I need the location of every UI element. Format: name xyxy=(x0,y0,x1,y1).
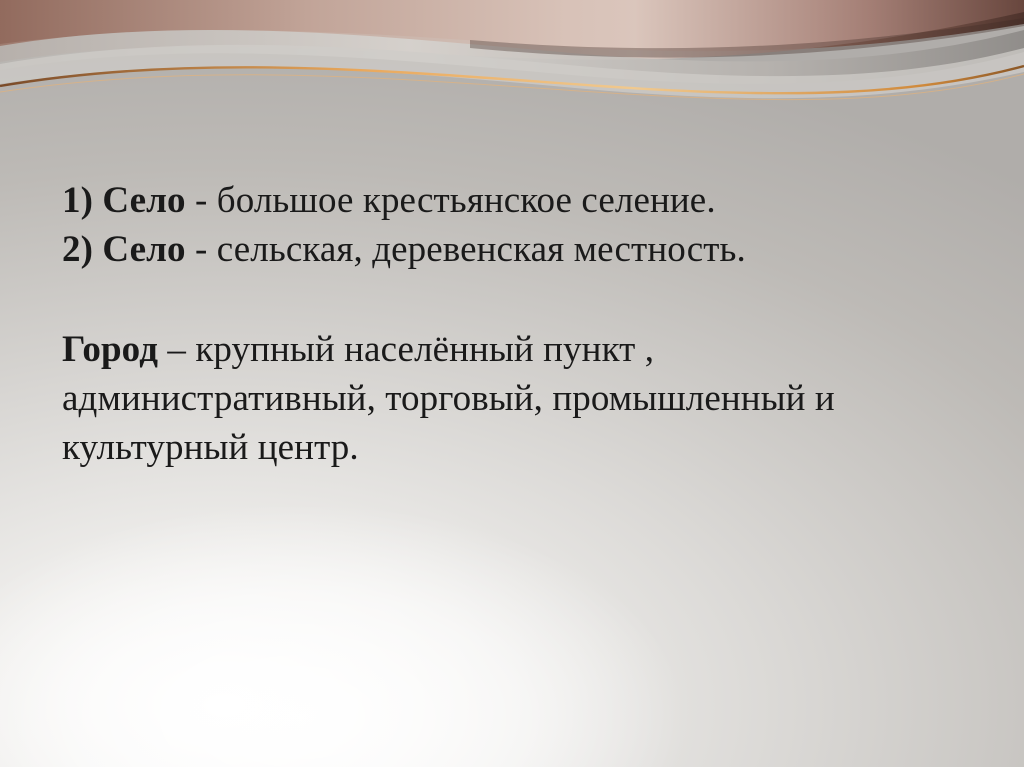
definition-2-separator: - xyxy=(185,229,217,270)
definition-3-text: крупный населённый пункт , административный, торговый, промышленный и культурный центр. xyxy=(62,329,835,468)
definition-3-term: Город xyxy=(62,329,159,370)
definition-3-separator: – xyxy=(158,329,196,370)
definition-paragraph-3 xyxy=(62,325,962,472)
ribbon-svg xyxy=(0,0,1024,110)
definition-paragraph-1 xyxy=(62,176,962,274)
definition-2-term: Село xyxy=(102,229,186,270)
definition-1-term: Село xyxy=(102,180,186,221)
definition-2-index: 2) xyxy=(62,229,94,270)
definition-1-separator: - xyxy=(185,180,217,221)
definition-1-text: большое крестьянское селение. xyxy=(216,180,716,221)
slide-body xyxy=(62,176,962,472)
definition-2-text: сельская, деревенская местность. xyxy=(216,229,746,270)
decorative-ribbon-banner xyxy=(0,0,1024,110)
background-glow xyxy=(0,507,680,767)
definition-1-index: 1) xyxy=(62,180,94,221)
